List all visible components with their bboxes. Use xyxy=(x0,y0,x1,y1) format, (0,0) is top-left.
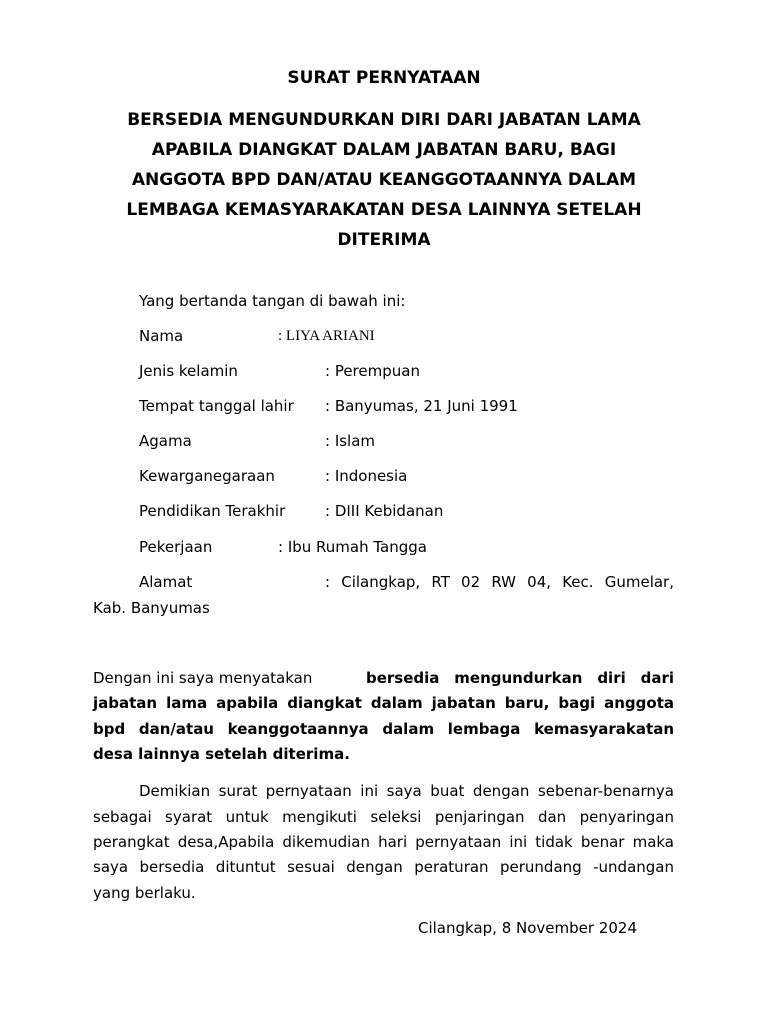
subtitle-line: LEMBAGA KEMASYARAKATAN DESA LAINNYA SETELAH xyxy=(126,200,642,220)
statement-intro: Dengan ini saya menyatakan xyxy=(93,669,313,687)
statement-line: desa lainnya setelah diterima. xyxy=(93,745,350,763)
field-value-pekerjaan: : Ibu Rumah Tangga xyxy=(278,538,427,556)
statement-line: jabatan lama apabila diangkat dalam jabatan baru, bagi anggota xyxy=(93,694,674,712)
field-label-pendidikan: Pendidikan Terakhir xyxy=(139,502,286,520)
subtitle-line: ANGGOTA BPD DAN/ATAU KEANGGOTAANNYA DALAM xyxy=(131,170,637,190)
field-value-agama: : Islam xyxy=(325,432,376,450)
statement-line: bpd dan/atau keanggotaannya dalam lembaga kemasyarakatan xyxy=(93,720,674,738)
field-label-jenis-kelamin: Jenis kelamin xyxy=(139,362,238,380)
field-label-kewarganegaraan: Kewarganegaraan xyxy=(139,467,275,485)
field-label-alamat: Alamat xyxy=(139,573,193,591)
field-value-kewarganegaraan: : Indonesia xyxy=(325,467,408,485)
document-subtitle xyxy=(84,105,684,255)
field-value-nama: : LIYA ARIANI xyxy=(278,328,375,344)
field-value-alamat-cont: Kab. Banyumas xyxy=(93,599,210,617)
closing-line: perangkat desa,Apabila dikemudian hari pernyataan ini tidak benar maka xyxy=(93,833,674,851)
field-label-pekerjaan: Pekerjaan xyxy=(139,538,213,556)
field-label-nama: Nama xyxy=(139,327,184,345)
place-date: Cilangkap, 8 November 2024 xyxy=(418,919,637,937)
intro-text: Yang bertanda tangan di bawah ini: xyxy=(139,292,406,310)
closing-line: sebagai syarat untuk mengikuti seleksi penjaringan dan penyaringan xyxy=(93,808,674,826)
field-value-ttl: : Banyumas, 21 Juni 1991 xyxy=(325,397,518,415)
field-label-ttl: Tempat tanggal lahir xyxy=(139,397,294,415)
field-label-agama: Agama xyxy=(139,432,192,450)
field-value-pendidikan: : DIII Kebidanan xyxy=(325,502,444,520)
field-value-alamat: : Cilangkap, RT 02 RW 04, Kec. Gumelar, xyxy=(325,573,674,591)
closing-line: yang berlaku. xyxy=(93,884,196,902)
document-title: SURAT PERNYATAAN xyxy=(287,68,481,88)
closing-line: saya bersedia dituntut sesuai dengan peraturan perundang -undangan xyxy=(93,858,674,876)
closing-line: Demikian surat pernyataan ini saya buat dengan sebenar-benarnya xyxy=(139,782,674,800)
field-value-jenis-kelamin: : Perempuan xyxy=(325,362,420,380)
subtitle-line: APABILA DIANGKAT DALAM JABATAN BARU, BAGI xyxy=(151,140,617,160)
statement-bold-start: bersedia mengundurkan diri dari xyxy=(366,669,674,687)
subtitle-line: DITERIMA xyxy=(337,230,431,250)
subtitle-line: BERSEDIA MENGUNDURKAN DIRI DARI JABATAN LAMA xyxy=(127,110,641,130)
